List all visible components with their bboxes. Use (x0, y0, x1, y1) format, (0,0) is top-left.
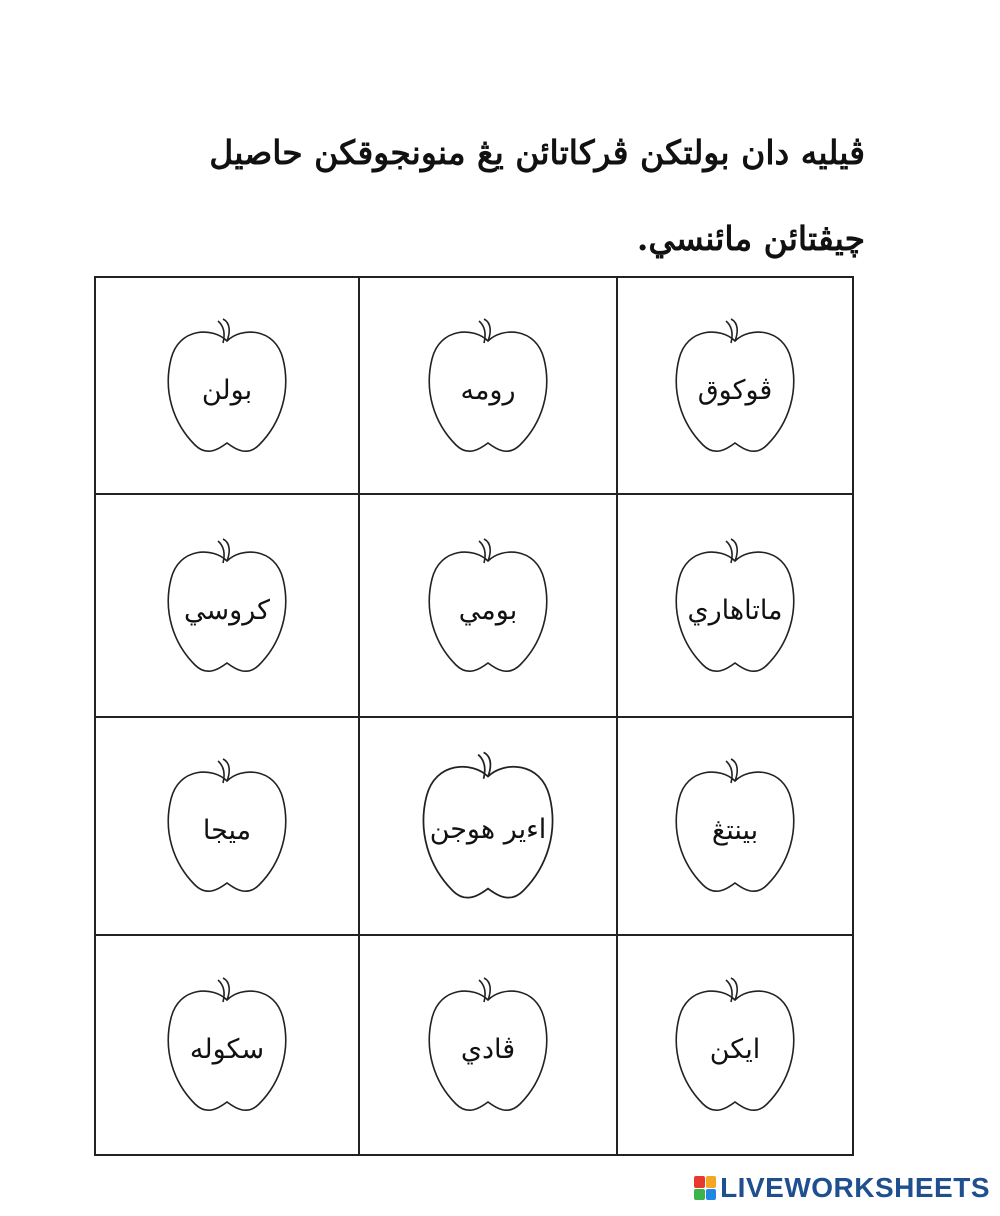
apple-card[interactable] (424, 974, 552, 1116)
apple-word: ڤوکوق (697, 374, 773, 406)
grid-cell[interactable] (96, 718, 358, 936)
apple-word: ماتاهاري (687, 594, 783, 626)
grid-cell[interactable] (358, 936, 616, 1154)
apple-card[interactable] (163, 755, 291, 897)
apple-card[interactable] (163, 535, 291, 677)
apple-card[interactable] (671, 974, 799, 1116)
apple-word: ڤادي (460, 1034, 516, 1065)
apple-word: رومه (460, 374, 516, 406)
brand-name: LIVEWORKSHEETS (720, 1172, 990, 1203)
liveworksheets-logo-icon (694, 1176, 716, 1200)
apple-card[interactable] (671, 535, 799, 677)
apple-word: سکوله (189, 1034, 265, 1065)
apple-word: کروسي (184, 594, 270, 626)
grid-cell[interactable] (96, 495, 358, 718)
apple-word: بينتڠ (711, 815, 759, 846)
apple-card[interactable] (424, 535, 552, 677)
apple-word: ايکن (709, 1034, 761, 1065)
apple-grid (94, 276, 854, 1156)
grid-cell[interactable] (96, 278, 358, 495)
apple-word: ميجا (202, 815, 252, 846)
grid-cell[interactable] (616, 495, 852, 718)
grid-cell[interactable] (358, 718, 616, 936)
apple-card[interactable] (671, 755, 799, 897)
grid-cell[interactable] (358, 278, 616, 495)
apple-card[interactable] (417, 748, 559, 904)
liveworksheets-branding (694, 1172, 990, 1204)
apple-word: بولن (201, 374, 253, 406)
apple-word: اءير هوجن (429, 814, 547, 845)
grid-cell[interactable] (358, 495, 616, 718)
instruction-text: ڤيليه دان بولتکن ڤرکاتائن يڠ منونجوقکن حاصيل چيڤتائن مائنسي. (209, 133, 865, 258)
apple-card[interactable] (424, 315, 552, 457)
apple-card[interactable] (671, 315, 799, 457)
grid-cell[interactable] (616, 718, 852, 936)
grid-cell[interactable] (616, 278, 852, 495)
apple-word: بومي (458, 594, 518, 626)
apple-card[interactable] (163, 974, 291, 1116)
grid-cell[interactable] (616, 936, 852, 1154)
grid-cell[interactable] (96, 936, 358, 1154)
apple-card[interactable] (163, 315, 291, 457)
